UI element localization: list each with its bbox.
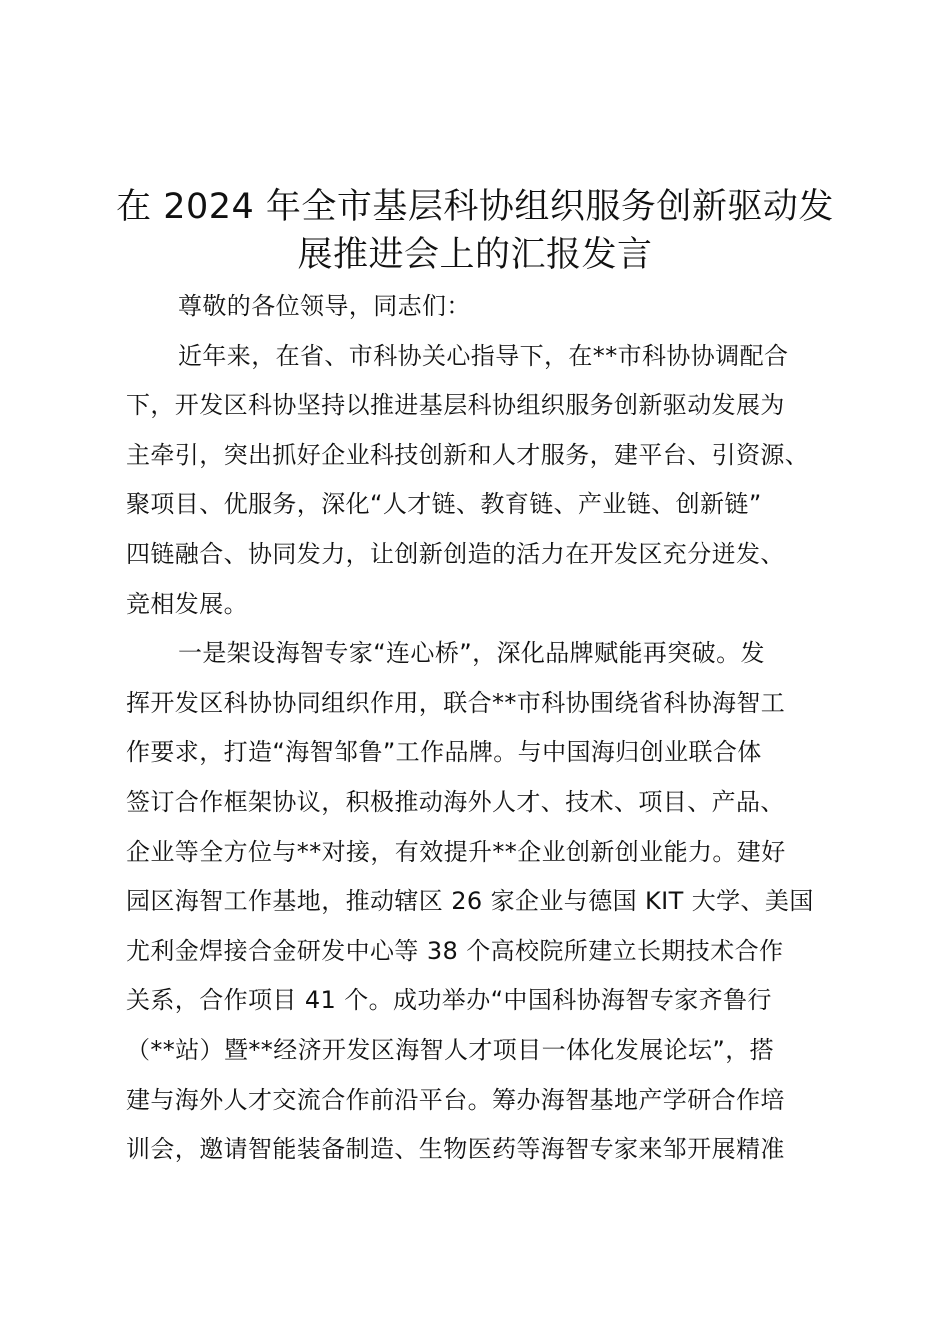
paragraph-2-line-9: （**站）暨**经济开发区海智人才项目一体化发展论坛”，搭 [126, 1035, 775, 1064]
paragraph-1-line-5: 四链融合、协同发力，让创新创造的活力在开发区充分迸发、 [126, 539, 785, 568]
salutation-line: 尊敬的各位领导，同志们： [178, 292, 471, 320]
paragraph-2-line-1: 一是架设海智专家“连心桥”，深化品牌赋能再突破。发 [178, 639, 765, 668]
paragraph-2-line-8: 关系，合作项目 41 个。成功举办“中国科协海智专家齐鲁行 [126, 986, 772, 1015]
document-body [126, 282, 846, 1175]
paragraph-1-line-4: 聚项目、优服务，深化“人才链、教育链、产业链、创新链” [126, 490, 762, 519]
paragraph-1-line-1: 近年来，在省、市科协关心指导下，在**市科协协调配合 [178, 341, 789, 370]
paragraph-2-line-4: 签订合作框架协议，积极推动海外人才、技术、项目、产品、 [126, 787, 785, 816]
paragraph-2-line-3: 作要求，打造“海智邹鲁”工作品牌。与中国海归创业联合体 [126, 738, 762, 767]
paragraph-1-line-3: 主牵引，突出抓好企业科技创新和人才服务，建平台、引资源、 [126, 440, 810, 469]
paragraph-2-line-2: 挥开发区科协协同组织作用，联合**市科协围绕省科协海智工 [126, 688, 786, 717]
paragraph-2-line-7: 尤利金焊接合金研发中心等 38 个高校院所建立长期技术合作 [126, 936, 784, 965]
paragraph-2-line-11: 训会，邀请智能装备制造、生物医药等海智专家来邹开展精准 [126, 1135, 785, 1164]
paragraph-2-line-5: 企业等全方位与**对接，有效提升**企业创新创业能力。建好 [126, 837, 786, 866]
paragraph-1-line-2: 下，开发区科协坚持以推进基层科协组织服务创新驱动发展为 [126, 391, 785, 420]
paragraph-1-line-6: 竞相发展。 [126, 589, 248, 618]
paragraph-2-line-10: 建与海外人才交流合作前沿平台。筹办海智基地产学研合作培 [126, 1085, 785, 1114]
document-title [100, 183, 850, 279]
title-line-1: 在 2024 年全市基层科协组织服务创新驱动发 [116, 187, 834, 227]
title-line-2: 展推进会上的汇报发言 [297, 235, 653, 275]
paragraph-2-line-6: 园区海智工作基地，推动辖区 26 家企业与德国 KIT 大学、美国 [126, 887, 814, 916]
